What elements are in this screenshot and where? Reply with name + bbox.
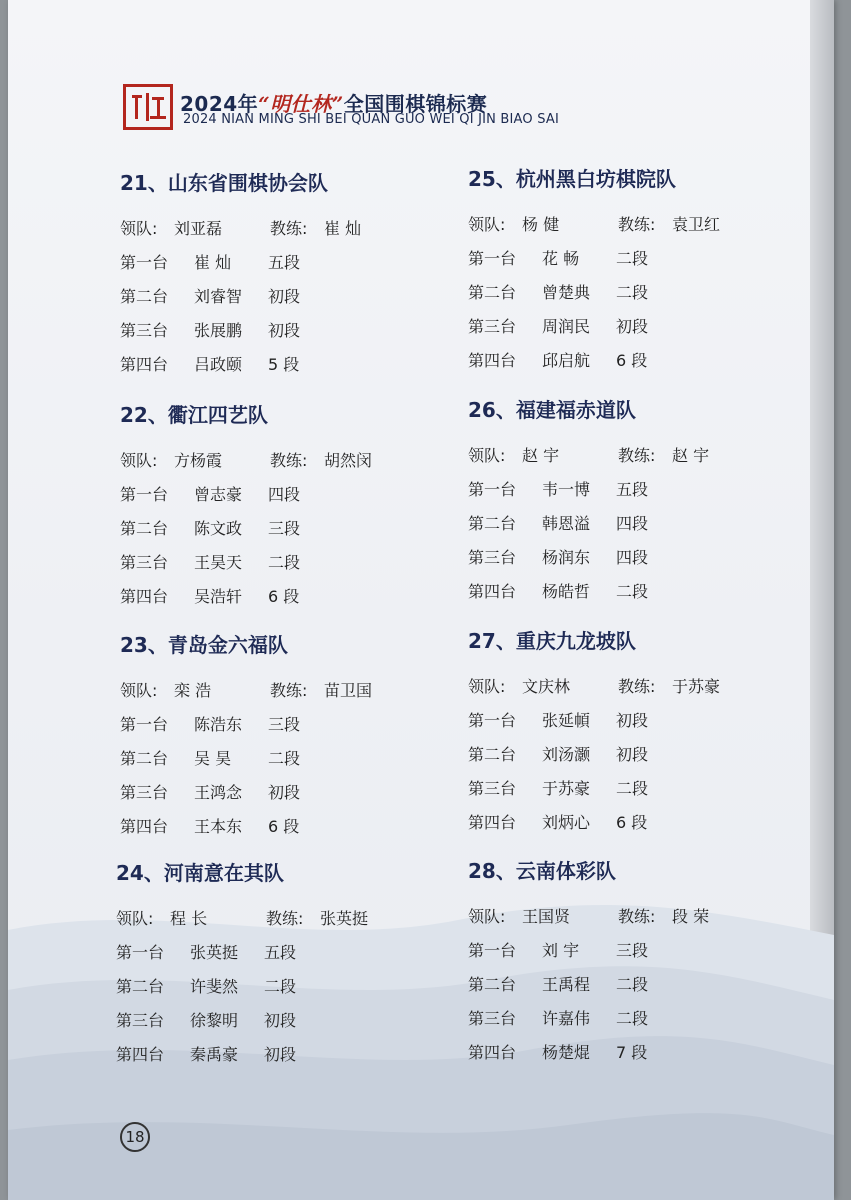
board-label: 第四台 [116,1045,165,1064]
player-row [468,276,798,310]
board-label: 第二台 [120,519,169,538]
player-name: 曾楚典 [542,283,591,302]
player-rank: 6 段 [268,817,300,836]
board-label: 第三台 [468,779,517,798]
team-title: 21、山东省围棋协会队 [120,171,328,195]
board-label: 第四台 [468,351,517,370]
player-name: 杨楚焜 [542,1043,591,1062]
player-row [120,348,450,382]
player-rank: 三段 [268,519,301,538]
coach-name: 胡然闵 [324,451,373,470]
player-rank: 二段 [268,749,301,768]
player-row [468,242,798,276]
player-row [116,936,446,970]
player-row [468,1002,798,1036]
player-name: 刘炳心 [542,813,591,832]
player-rank: 初段 [616,745,649,764]
coach-name: 崔 灿 [324,219,362,238]
player-rank: 二段 [616,779,649,798]
board-label: 第二台 [116,977,165,996]
board-label: 第一台 [468,941,517,960]
player-row [120,742,450,776]
board-label: 第四台 [120,355,169,374]
player-rank: 四段 [616,514,649,533]
coach-name: 于苏豪 [672,677,721,696]
board-label: 第二台 [468,283,517,302]
leader-label: 领队: [120,681,158,700]
player-name: 杨润东 [542,548,591,567]
team-title: 26、福建福赤道队 [468,398,636,422]
player-name: 王本东 [194,817,243,836]
logo-seal [123,84,173,130]
leader-name: 杨 健 [522,215,560,234]
coach-label: 教练: [618,215,656,234]
player-rank: 初段 [616,317,649,336]
board-label: 第一台 [116,943,165,962]
player-row [120,776,450,810]
player-name: 吴 昊 [194,749,232,768]
player-row [120,580,450,614]
player-row [468,507,798,541]
board-label: 第一台 [120,715,169,734]
leader-coach-row [468,439,798,473]
board-label: 第二台 [468,975,517,994]
player-name: 杨皓哲 [542,582,591,601]
team-title: 27、重庆九龙坡队 [468,629,636,653]
player-row [116,1004,446,1038]
player-rank: 四段 [268,485,301,504]
board-label: 第一台 [468,480,517,499]
player-row [468,738,798,772]
coach-label: 教练: [266,909,304,928]
board-label: 第二台 [120,287,169,306]
player-rank: 初段 [268,321,301,340]
player-row [468,934,798,968]
leader-coach-row [468,900,798,934]
leader-label: 领队: [468,215,506,234]
player-row [120,708,450,742]
team-title: 25、杭州黑白坊棋院队 [468,167,676,191]
player-rank: 7 段 [616,1043,648,1062]
leader-coach-row [116,902,446,936]
player-rank: 5 段 [268,355,300,374]
player-rank: 二段 [616,283,649,302]
board-label: 第一台 [120,253,169,272]
player-name: 王鸿念 [194,783,243,802]
board-label: 第三台 [120,553,169,572]
player-rank: 初段 [264,1045,297,1064]
leader-coach-row [120,674,450,708]
board-label: 第三台 [116,1011,165,1030]
player-name: 韩恩溢 [542,514,591,533]
player-row [120,314,450,348]
leader-name: 赵 宇 [522,446,560,465]
player-name: 王昊天 [194,553,243,572]
team-title: 24、河南意在其队 [116,861,284,885]
leader-coach-row [468,670,798,704]
player-row [468,704,798,738]
player-name: 花 畅 [542,249,580,268]
coach-label: 教练: [270,451,308,470]
board-label: 第二台 [468,514,517,533]
player-rank: 五段 [264,943,297,962]
player-name: 张延幁 [542,711,591,730]
player-rank: 二段 [268,553,301,572]
coach-label: 教练: [270,681,308,700]
player-name: 周润民 [542,317,591,336]
player-row [120,280,450,314]
team-block [116,856,446,1072]
player-row [468,310,798,344]
player-name: 陈浩东 [194,715,243,734]
player-name: 吴浩轩 [194,587,243,606]
player-rank: 6 段 [616,351,648,370]
page-header-subtitle: 2024 NIAN MING SHI BEI QUAN GUO WEI QI JIN BIAO SAI [183,112,560,127]
page-header-title: 2024年“明仕林”全国围棋锦标赛 [180,92,488,116]
leader-label: 领队: [468,907,506,926]
player-rank: 6 段 [616,813,648,832]
board-label: 第三台 [468,548,517,567]
coach-name: 段 荣 [672,907,710,926]
board-label: 第四台 [120,587,169,606]
team-block [468,393,798,609]
player-name: 于苏豪 [542,779,591,798]
coach-name: 赵 宇 [672,446,710,465]
player-rank: 二段 [616,975,649,994]
player-name: 许嘉伟 [542,1009,591,1028]
document-page [8,0,834,1200]
board-label: 第一台 [468,711,517,730]
leader-label: 领队: [120,219,158,238]
player-row [468,772,798,806]
team-block [120,398,450,614]
leader-label: 领队: [116,909,154,928]
player-rank: 6 段 [268,587,300,606]
board-label: 第四台 [468,582,517,601]
player-row [468,1036,798,1070]
leader-coach-row [120,212,450,246]
player-name: 刘 宇 [542,941,580,960]
leader-label: 领队: [468,677,506,696]
board-label: 第一台 [120,485,169,504]
player-name: 徐黎明 [190,1011,239,1030]
coach-label: 教练: [618,446,656,465]
player-row [116,1038,446,1072]
player-rank: 初段 [268,783,301,802]
leader-name: 刘亚磊 [174,219,223,238]
coach-name: 苗卫国 [324,681,373,700]
player-row [120,512,450,546]
team-block [468,162,798,378]
leader-coach-row [120,444,450,478]
player-rank: 四段 [616,548,649,567]
team-block [120,166,450,382]
coach-label: 教练: [270,219,308,238]
player-name: 陈文政 [194,519,243,538]
player-name: 张英挺 [190,943,239,962]
player-rank: 二段 [616,1009,649,1028]
player-row [468,473,798,507]
player-rank: 初段 [616,711,649,730]
board-label: 第一台 [468,249,517,268]
leader-name: 王国贤 [522,907,571,926]
coach-label: 教练: [618,677,656,696]
board-label: 第三台 [468,1009,517,1028]
player-rank: 初段 [268,287,301,306]
player-name: 刘汤灏 [542,745,591,764]
player-rank: 二段 [616,582,649,601]
team-title: 23、青岛金六福队 [120,633,288,657]
player-row [468,968,798,1002]
player-name: 王禹程 [542,975,591,994]
player-rank: 三段 [268,715,301,734]
player-name: 韦一博 [542,480,591,499]
board-label: 第二台 [120,749,169,768]
coach-name: 张英挺 [320,909,369,928]
player-rank: 初段 [264,1011,297,1030]
board-label: 第四台 [468,813,517,832]
leader-label: 领队: [120,451,158,470]
board-label: 第三台 [120,783,169,802]
leader-coach-row [468,208,798,242]
player-row [120,546,450,580]
player-row [120,810,450,844]
player-name: 张展鹏 [194,321,243,340]
player-name: 许斐然 [190,977,239,996]
player-row [468,541,798,575]
team-block [468,854,798,1070]
team-title: 22、衢江四艺队 [120,403,268,427]
board-label: 第二台 [468,745,517,764]
player-rank: 五段 [616,480,649,499]
player-rank: 二段 [264,977,297,996]
team-title: 28、云南体彩队 [468,859,616,883]
player-row [120,478,450,512]
player-name: 吕政颐 [194,355,243,374]
player-name: 秦禹豪 [190,1045,239,1064]
page-number: 18 [120,1122,150,1152]
team-block [468,624,798,840]
team-block [120,628,450,844]
player-rank: 五段 [268,253,301,272]
player-row [116,970,446,1004]
board-label: 第四台 [468,1043,517,1062]
player-row [468,806,798,840]
player-row [468,344,798,378]
board-label: 第三台 [468,317,517,336]
player-rank: 三段 [616,941,649,960]
player-name: 崔 灿 [194,253,232,272]
coach-name: 袁卫红 [672,215,721,234]
leader-name: 栾 浩 [174,681,212,700]
player-name: 邱启航 [542,351,591,370]
leader-label: 领队: [468,446,506,465]
player-rank: 二段 [616,249,649,268]
leader-name: 程 长 [170,909,208,928]
coach-label: 教练: [618,907,656,926]
player-row [120,246,450,280]
player-name: 曾志豪 [194,485,243,504]
player-name: 刘睿智 [194,287,243,306]
leader-name: 文庆林 [522,677,571,696]
board-label: 第四台 [120,817,169,836]
leader-name: 方杨霞 [174,451,223,470]
player-row [468,575,798,609]
board-label: 第三台 [120,321,169,340]
